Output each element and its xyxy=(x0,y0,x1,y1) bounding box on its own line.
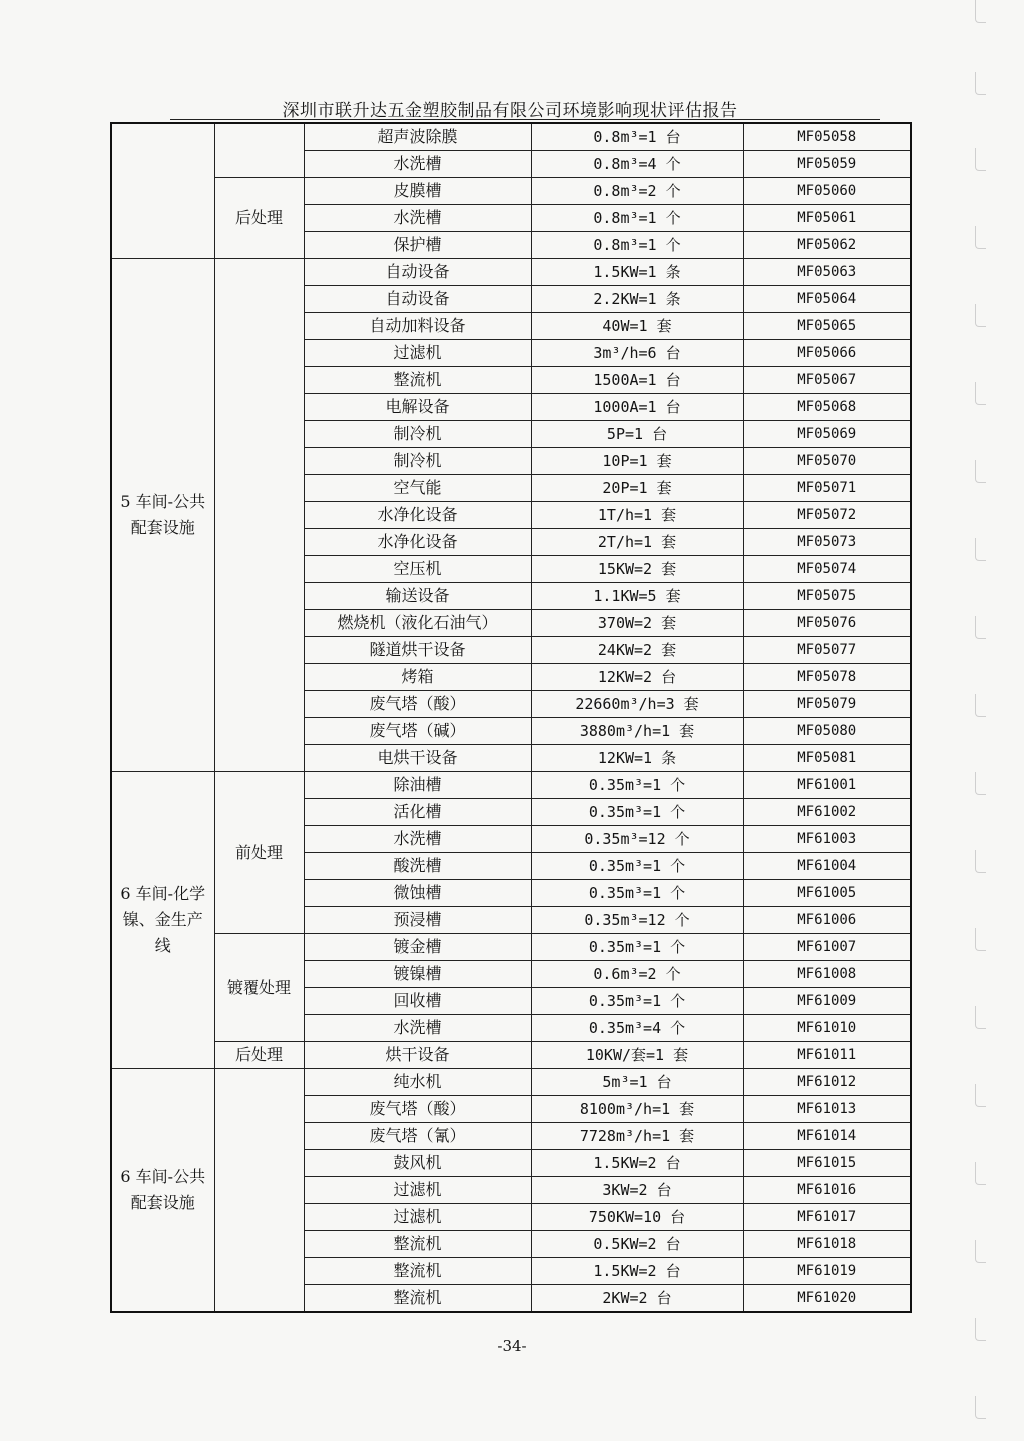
equipment-spec: 12KW=2 台 xyxy=(531,664,743,691)
section-cell xyxy=(111,259,214,772)
equipment-name: 除油槽 xyxy=(304,772,531,799)
equipment-name: 过滤机 xyxy=(304,1177,531,1204)
section-label: 6 车间-公共配套设施 xyxy=(120,1167,206,1212)
equipment-spec: 2KW=2 台 xyxy=(531,1285,743,1313)
equipment-code: MF61014 xyxy=(743,1123,911,1150)
equipment-code: MF05081 xyxy=(743,745,911,772)
equipment-code: MF61002 xyxy=(743,799,911,826)
equipment-code: MF05076 xyxy=(743,610,911,637)
equipment-name: 回收槽 xyxy=(304,988,531,1015)
equipment-name: 燃烧机（液化石油气） xyxy=(304,610,531,637)
equipment-code: MF05068 xyxy=(743,394,911,421)
equipment-spec: 20P=1 套 xyxy=(531,475,743,502)
equipment-spec: 1000A=1 台 xyxy=(531,394,743,421)
binding-hole-mark xyxy=(975,1240,986,1263)
equipment-name: 超声波除膜 xyxy=(304,123,531,151)
section-cell xyxy=(111,1069,214,1313)
equipment-code: MF61016 xyxy=(743,1177,911,1204)
subgroup-label: 镀覆处理 xyxy=(226,977,291,997)
equipment-spec: 1T/h=1 套 xyxy=(531,502,743,529)
equipment-name: 过滤机 xyxy=(304,1204,531,1231)
equipment-spec: 0.35m³=1 个 xyxy=(531,799,743,826)
equipment-name: 水洗槽 xyxy=(304,205,531,232)
equipment-code: MF61006 xyxy=(743,907,911,934)
equipment-spec: 1.5KW=2 台 xyxy=(531,1150,743,1177)
equipment-spec: 15KW=2 套 xyxy=(531,556,743,583)
equipment-code: MF05058 xyxy=(743,123,911,151)
equipment-name: 电解设备 xyxy=(304,394,531,421)
equipment-spec: 10KW/套=1 套 xyxy=(531,1042,743,1069)
equipment-code: MF61004 xyxy=(743,853,911,880)
equipment-spec: 0.8m³=1 个 xyxy=(531,205,743,232)
report-header: 深圳市联升达五金塑胶制品有限公司环境影响现状评估报告 xyxy=(282,101,738,121)
equipment-spec: 3880m³/h=1 套 xyxy=(531,718,743,745)
equipment-name: 整流机 xyxy=(304,1285,531,1313)
equipment-spec: 0.35m³=12 个 xyxy=(531,826,743,853)
header-rule xyxy=(170,119,880,120)
subgroup-label: 后处理 xyxy=(234,1045,283,1064)
table-row xyxy=(111,772,911,799)
equipment-name: 烘干设备 xyxy=(304,1042,531,1069)
equipment-code: MF61015 xyxy=(743,1150,911,1177)
equipment-name: 纯水机 xyxy=(304,1069,531,1096)
equipment-name: 水净化设备 xyxy=(304,529,531,556)
equipment-code: MF05073 xyxy=(743,529,911,556)
table-row xyxy=(111,178,911,205)
equipment-spec: 7728m³/h=1 套 xyxy=(531,1123,743,1150)
equipment-code: MF61008 xyxy=(743,961,911,988)
equipment-code: MF05075 xyxy=(743,583,911,610)
equipment-code: MF61013 xyxy=(743,1096,911,1123)
equipment-name: 自动设备 xyxy=(304,259,531,286)
binding-hole-mark xyxy=(975,460,986,483)
binding-hole-mark xyxy=(975,1084,986,1107)
equipment-spec: 0.6m³=2 个 xyxy=(531,961,743,988)
equipment-name: 镀金槽 xyxy=(304,934,531,961)
subgroup-label: 前处理 xyxy=(234,842,283,862)
subgroup-cell xyxy=(214,259,304,772)
equipment-spec: 1500A=1 台 xyxy=(531,367,743,394)
equipment-name: 废气塔（酸） xyxy=(304,691,531,718)
section-cell xyxy=(111,123,214,259)
equipment-name: 空压机 xyxy=(304,556,531,583)
binding-hole-mark xyxy=(975,382,986,405)
equipment-code: MF05074 xyxy=(743,556,911,583)
equipment-code: MF61001 xyxy=(743,772,911,799)
binding-hole-mark xyxy=(975,694,986,717)
equipment-code: MF05078 xyxy=(743,664,911,691)
equipment-code: MF05070 xyxy=(743,448,911,475)
equipment-spec: 12KW=1 条 xyxy=(531,745,743,772)
equipment-code: MF05080 xyxy=(743,718,911,745)
equipment-name: 空气能 xyxy=(304,475,531,502)
equipment-name: 制冷机 xyxy=(304,421,531,448)
equipment-name: 自动加料设备 xyxy=(304,313,531,340)
equipment-name: 制冷机 xyxy=(304,448,531,475)
equipment-code: MF05063 xyxy=(743,259,911,286)
equipment-name: 活化槽 xyxy=(304,799,531,826)
equipment-code: MF05072 xyxy=(743,502,911,529)
binding-hole-mark xyxy=(975,72,986,95)
binding-hole-mark xyxy=(975,0,986,23)
equipment-spec: 750KW=10 台 xyxy=(531,1204,743,1231)
equipment-name: 整流机 xyxy=(304,367,531,394)
subgroup-cell xyxy=(214,1042,304,1069)
equipment-code: MF61005 xyxy=(743,880,911,907)
equipment-spec: 8100m³/h=1 套 xyxy=(531,1096,743,1123)
equipment-name: 电烘干设备 xyxy=(304,745,531,772)
equipment-spec: 0.35m³=1 个 xyxy=(531,772,743,799)
equipment-spec: 5P=1 台 xyxy=(531,421,743,448)
equipment-name: 过滤机 xyxy=(304,340,531,367)
equipment-code: MF05069 xyxy=(743,421,911,448)
section-cell xyxy=(111,772,214,1069)
subgroup-cell xyxy=(214,934,304,1042)
equipment-name: 整流机 xyxy=(304,1258,531,1285)
binding-hole-mark xyxy=(975,1396,986,1419)
equipment-spec: 0.8m³=1 个 xyxy=(531,232,743,259)
equipment-code: MF61011 xyxy=(743,1042,911,1069)
binding-hole-mark xyxy=(975,850,986,873)
equipment-spec: 0.35m³=12 个 xyxy=(531,907,743,934)
equipment-spec: 1.1KW=5 套 xyxy=(531,583,743,610)
equipment-name: 皮膜槽 xyxy=(304,178,531,205)
equipment-code: MF61003 xyxy=(743,826,911,853)
subgroup-cell xyxy=(214,1069,304,1313)
table-row xyxy=(111,1042,911,1069)
equipment-spec: 10P=1 套 xyxy=(531,448,743,475)
table-row xyxy=(111,123,911,151)
equipment-spec: 370W=2 套 xyxy=(531,610,743,637)
binding-hole-mark xyxy=(975,1162,986,1185)
equipment-code: MF61017 xyxy=(743,1204,911,1231)
equipment-code: MF05060 xyxy=(743,178,911,205)
equipment-name: 水洗槽 xyxy=(304,151,531,178)
equipment-name: 保护槽 xyxy=(304,232,531,259)
equipment-spec: 40W=1 套 xyxy=(531,313,743,340)
equipment-spec: 0.8m³=4 个 xyxy=(531,151,743,178)
binding-hole-mark xyxy=(975,1318,986,1341)
subgroup-cell xyxy=(214,772,304,934)
equipment-name: 废气塔（碱） xyxy=(304,718,531,745)
equipment-spec: 3m³/h=6 台 xyxy=(531,340,743,367)
equipment-name: 微蚀槽 xyxy=(304,880,531,907)
equipment-code: MF05067 xyxy=(743,367,911,394)
equipment-code: MF61012 xyxy=(743,1069,911,1096)
equipment-name: 隧道烘干设备 xyxy=(304,637,531,664)
equipment-name: 废气塔（氰） xyxy=(304,1123,531,1150)
equipment-spec: 3KW=2 台 xyxy=(531,1177,743,1204)
equipment-spec: 1.5KW=1 条 xyxy=(531,259,743,286)
equipment-code: MF61020 xyxy=(743,1285,911,1313)
subgroup-cell xyxy=(214,178,304,259)
equipment-code: MF05079 xyxy=(743,691,911,718)
equipment-spec: 22660m³/h=3 套 xyxy=(531,691,743,718)
equipment-name: 水洗槽 xyxy=(304,826,531,853)
section-label: 6 车间-化学镍、金生产线 xyxy=(120,884,206,955)
equipment-name: 预浸槽 xyxy=(304,907,531,934)
equipment-table-body xyxy=(111,123,911,1312)
equipment-code: MF05071 xyxy=(743,475,911,502)
equipment-code: MF61019 xyxy=(743,1258,911,1285)
binding-hole-mark xyxy=(975,928,986,951)
binding-hole-mark xyxy=(975,538,986,561)
equipment-code: MF61007 xyxy=(743,934,911,961)
equipment-spec: 2.2KW=1 条 xyxy=(531,286,743,313)
equipment-spec: 0.35m³=1 个 xyxy=(531,853,743,880)
equipment-code: MF05061 xyxy=(743,205,911,232)
binding-hole-mark xyxy=(975,148,986,171)
table-row xyxy=(111,1069,911,1096)
table-row xyxy=(111,934,911,961)
equipment-spec: 0.35m³=1 个 xyxy=(531,880,743,907)
equipment-code: MF05064 xyxy=(743,286,911,313)
equipment-name: 整流机 xyxy=(304,1231,531,1258)
equipment-spec: 0.5KW=2 台 xyxy=(531,1231,743,1258)
binding-hole-mark xyxy=(975,226,986,249)
equipment-spec: 0.8m³=1 台 xyxy=(531,123,743,151)
equipment-table xyxy=(110,122,912,1313)
binding-hole-mark xyxy=(975,1006,986,1029)
equipment-code: MF61009 xyxy=(743,988,911,1015)
equipment-spec: 0.8m³=2 个 xyxy=(531,178,743,205)
subgroup-cell xyxy=(214,123,304,178)
equipment-name: 鼓风机 xyxy=(304,1150,531,1177)
equipment-name: 水净化设备 xyxy=(304,502,531,529)
equipment-spec: 24KW=2 套 xyxy=(531,637,743,664)
equipment-spec: 5m³=1 台 xyxy=(531,1069,743,1096)
binding-hole-mark xyxy=(975,304,986,327)
equipment-name: 水洗槽 xyxy=(304,1015,531,1042)
binding-hole-mark xyxy=(975,772,986,795)
table-row xyxy=(111,259,911,286)
equipment-code: MF05062 xyxy=(743,232,911,259)
equipment-name: 酸洗槽 xyxy=(304,853,531,880)
equipment-code: MF05059 xyxy=(743,151,911,178)
equipment-code: MF61010 xyxy=(743,1015,911,1042)
equipment-spec: 0.35m³=1 个 xyxy=(531,934,743,961)
equipment-spec: 2T/h=1 套 xyxy=(531,529,743,556)
section-label: 5 车间-公共配套设施 xyxy=(120,492,206,537)
equipment-code: MF05066 xyxy=(743,340,911,367)
equipment-name: 自动设备 xyxy=(304,286,531,313)
equipment-name: 烤箱 xyxy=(304,664,531,691)
binding-hole-mark xyxy=(975,616,986,639)
equipment-name: 输送设备 xyxy=(304,583,531,610)
equipment-spec: 0.35m³=1 个 xyxy=(531,988,743,1015)
equipment-name: 废气塔（酸） xyxy=(304,1096,531,1123)
subgroup-label: 后处理 xyxy=(234,208,283,227)
equipment-code: MF05065 xyxy=(743,313,911,340)
equipment-spec: 1.5KW=2 台 xyxy=(531,1258,743,1285)
equipment-code: MF61018 xyxy=(743,1231,911,1258)
equipment-spec: 0.35m³=4 个 xyxy=(531,1015,743,1042)
equipment-code: MF05077 xyxy=(743,637,911,664)
equipment-name: 镀镍槽 xyxy=(304,961,531,988)
page-number: -34- xyxy=(497,1337,527,1355)
